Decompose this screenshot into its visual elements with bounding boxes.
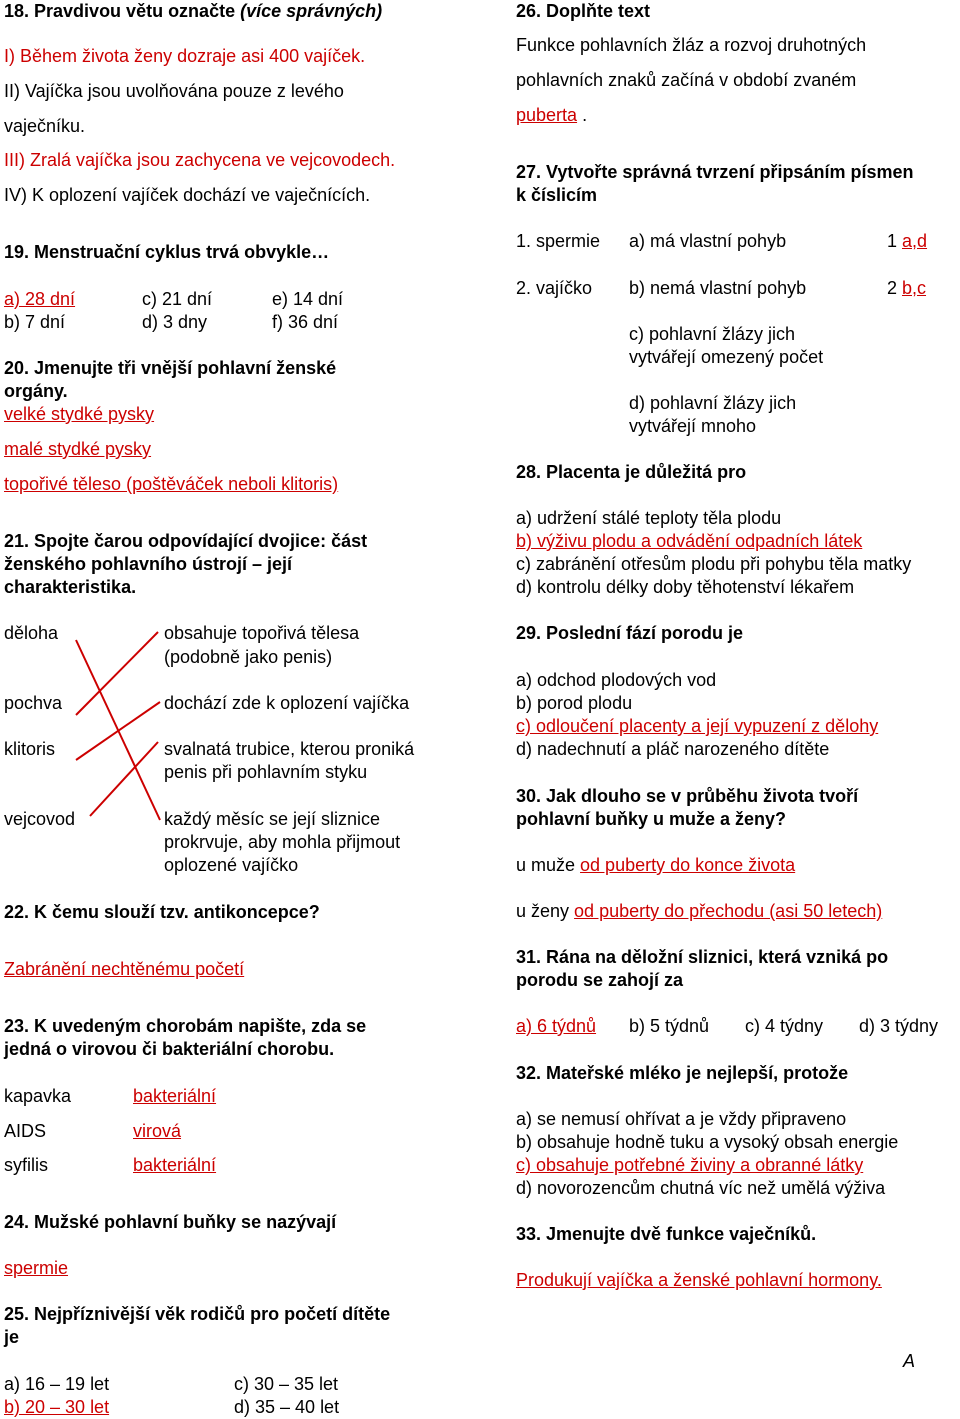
q21-right-item-3-cont: penis při pohlavním styku xyxy=(164,762,368,782)
q23-title: 23. K uvedeným chorobám napište, zda se xyxy=(4,1016,367,1036)
q32-option-a: a) se nemusí ohřívat a je vždy připraveno xyxy=(516,1109,847,1129)
q20-answer-1: velké stydké pysky xyxy=(4,404,155,424)
q26-answer: puberta xyxy=(516,105,578,125)
q30-answer-man: u muže od puberty do konce života xyxy=(516,855,796,875)
q21-right-item-3: svalnatá trubice, kterou proniká xyxy=(164,739,415,759)
q31-title: 31. Rána na děložní sliznici, která vzniká po xyxy=(516,947,889,967)
q20-title-cont: orgány. xyxy=(4,381,68,401)
q18-title: 18. Pravdivou větu označte (více správných) xyxy=(4,1,383,21)
q28-title: 28. Placenta je důležitá pro xyxy=(516,462,747,482)
q27-answer-2: 2 b,c xyxy=(887,278,927,298)
match-line-clitoris xyxy=(76,702,160,760)
q21-title-cont: ženského pohlavního ústrojí – její xyxy=(4,554,293,574)
q21-left-item-clitoris: klitoris xyxy=(4,739,56,759)
q30-title-cont: pohlavní buňky u muže a ženy? xyxy=(516,809,787,829)
q20-answer-3: topořivé těleso (poštěváček neboli klitoris) xyxy=(4,474,339,494)
q23-disease-1: kapavka xyxy=(4,1086,72,1106)
q25-title: 25. Nejpříznivější věk rodičů pro početí dítěte xyxy=(4,1304,391,1324)
q30-answer-woman: u ženy od puberty do přechodu (asi 50 letech) xyxy=(516,901,883,921)
q27-title: 27. Vytvořte správná tvrzení připsáním písmen xyxy=(516,162,914,182)
q18-statement-2-cont: vaječníku. xyxy=(4,116,86,136)
q26-answer-line: puberta . xyxy=(516,105,588,125)
q19-option-f: f) 36 dní xyxy=(272,312,339,332)
q32-option-c: c) obsahuje potřebné živiny a obranné látky xyxy=(516,1155,864,1175)
q21-right-item-1-cont: (podobně jako penis) xyxy=(164,647,333,667)
q23-answer-2: virová xyxy=(133,1121,182,1141)
q32-title: 32. Mateřské mléko je nejlepší, protože xyxy=(516,1063,849,1083)
q27-option-d-cont: vytvářejí mnoho xyxy=(629,416,757,436)
q23-answer-1: bakteriální xyxy=(133,1086,217,1106)
q31-title-cont: porodu se zahojí za xyxy=(516,970,684,990)
match-line-vagina xyxy=(76,632,158,715)
q19-option-b: b) 7 dní xyxy=(4,312,66,332)
q21-right-item-4-cont: prokrvuje, aby mohla přijmout xyxy=(164,832,401,852)
q18-statement-1: I) Během života ženy dozraje asi 400 vajíček. xyxy=(4,46,366,66)
q30-title: 30. Jak dlouho se v průběhu života tvoří xyxy=(516,786,859,806)
q19-option-e: e) 14 dní xyxy=(272,289,344,309)
q27-option-d: d) pohlavní žlázy jich xyxy=(629,393,797,413)
q19-title: 19. Menstruační cyklus trvá obvykle… xyxy=(4,242,330,262)
q22-title: 22. K čemu slouží tzv. antikoncepce? xyxy=(4,902,320,922)
q19-option-c: c) 21 dní xyxy=(142,289,213,309)
q28-option-b: b) výživu plodu a odvádění odpadních látek xyxy=(516,531,863,551)
q23-title-cont: jedná o virovou či bakteriální chorobu. xyxy=(4,1039,335,1059)
q25-option-a: a) 16 – 19 let xyxy=(4,1374,110,1394)
q28-option-d: d) kontrolu délky doby těhotenství lékařem xyxy=(516,577,855,597)
q21-right-item-4: každý měsíc se její sliznice xyxy=(164,809,381,829)
q29-title: 29. Poslední fází porodu je xyxy=(516,623,744,643)
q28-option-a: a) udržení stálé teploty těla plodu xyxy=(516,508,782,528)
q27-answer-1: 1 a,d xyxy=(887,231,928,251)
q21-right-item-4-cont-2: oplozené vajíčko xyxy=(164,855,299,875)
q25-option-c: c) 30 – 35 let xyxy=(234,1374,339,1394)
q29-option-d: d) nadechnutí a pláč narozeného dítěte xyxy=(516,739,830,759)
q22-answer: Zabránění nechtěnému početí xyxy=(4,959,245,979)
q21-title-cont-2: charakteristika. xyxy=(4,577,137,597)
q25-option-b: b) 20 – 30 let xyxy=(4,1397,110,1417)
q21-right-item-2: dochází zde k oplození vajíčka xyxy=(164,693,410,713)
q19-option-a: a) 28 dní xyxy=(4,289,76,309)
q23-disease-3: syfilis xyxy=(4,1155,48,1175)
q27-option-c-cont: vytvářejí omezený počet xyxy=(629,347,824,367)
q26-title: 26. Doplňte text xyxy=(516,1,651,21)
q26-text-line-1: Funkce pohlavních žláz a rozvoj druhotných xyxy=(516,35,867,55)
q20-title: 20. Jmenujte tři vnější pohlavní ženské xyxy=(4,358,337,378)
q32-option-b: b) obsahuje hodně tuku a vysoký obsah energie xyxy=(516,1132,899,1152)
q27-number-1: 1. spermie xyxy=(516,231,601,251)
q26-text-line-2: pohlavních znaků začíná v období zvaném xyxy=(516,70,857,90)
test-variant-label: A xyxy=(903,1351,916,1371)
q27-option-a: a) má vlastní pohyb xyxy=(629,231,787,251)
q23-disease-2: AIDS xyxy=(4,1121,47,1141)
q27-number-2: 2. vajíčko xyxy=(516,278,593,298)
q21-right-item-1: obsahuje topořivá tělesa xyxy=(164,623,360,643)
q27-option-b: b) nemá vlastní pohyb xyxy=(629,278,807,298)
q20-answer-2: malé stydké pysky xyxy=(4,439,152,459)
q25-title-cont: je xyxy=(4,1327,20,1347)
q24-answer: spermie xyxy=(4,1258,69,1278)
q33-title: 33. Jmenujte dvě funkce vaječníků. xyxy=(516,1224,817,1244)
q27-option-c: c) pohlavní žlázy jich xyxy=(629,324,796,344)
q18-statement-4: IV) K oplození vajíček dochází ve vaječnících. xyxy=(4,185,371,205)
q27-title-cont: k číslicím xyxy=(516,185,598,205)
q21-left-item-vagina: pochva xyxy=(4,693,63,713)
q21-title: 21. Spojte čarou odpovídající dvojice: část xyxy=(4,531,368,551)
q23-answer-3: bakteriální xyxy=(133,1155,217,1175)
q32-option-d: d) novorozencům chutná víc než umělá výživa xyxy=(516,1178,886,1198)
match-line-oviduct xyxy=(90,742,158,816)
q18-statement-3: III) Zralá vajíčka jsou zachycena ve vejcovodech. xyxy=(4,150,396,170)
q29-option-b: b) porod plodu xyxy=(516,693,633,713)
q28-option-c: c) zabránění otřesům plodu při pohybu těla matky xyxy=(516,554,912,574)
q29-option-c: c) odloučení placenty a její vypuzení z dělohy xyxy=(516,716,879,736)
q31-option-a: a) 6 týdnů xyxy=(516,1016,597,1036)
q29-option-a: a) odchod plodových vod xyxy=(516,670,717,690)
q25-option-d: d) 35 – 40 let xyxy=(234,1397,340,1417)
q21-left-item-oviduct: vejcovod xyxy=(4,809,76,829)
q24-title: 24. Mužské pohlavní buňky se nazývají xyxy=(4,1212,337,1232)
q18-statement-2: II) Vajíčka jsou uvolňována pouze z levého xyxy=(4,81,344,101)
q19-option-d: d) 3 dny xyxy=(142,312,208,332)
q33-answer: Produkují vajíčka a ženské pohlavní hormony. xyxy=(516,1270,882,1290)
q21-left-item-uterus: děloha xyxy=(4,623,59,643)
q31-option-b: b) 5 týdnů xyxy=(629,1016,710,1036)
q31-option-d: d) 3 týdny xyxy=(859,1016,939,1036)
q31-option-c: c) 4 týdny xyxy=(745,1016,824,1036)
